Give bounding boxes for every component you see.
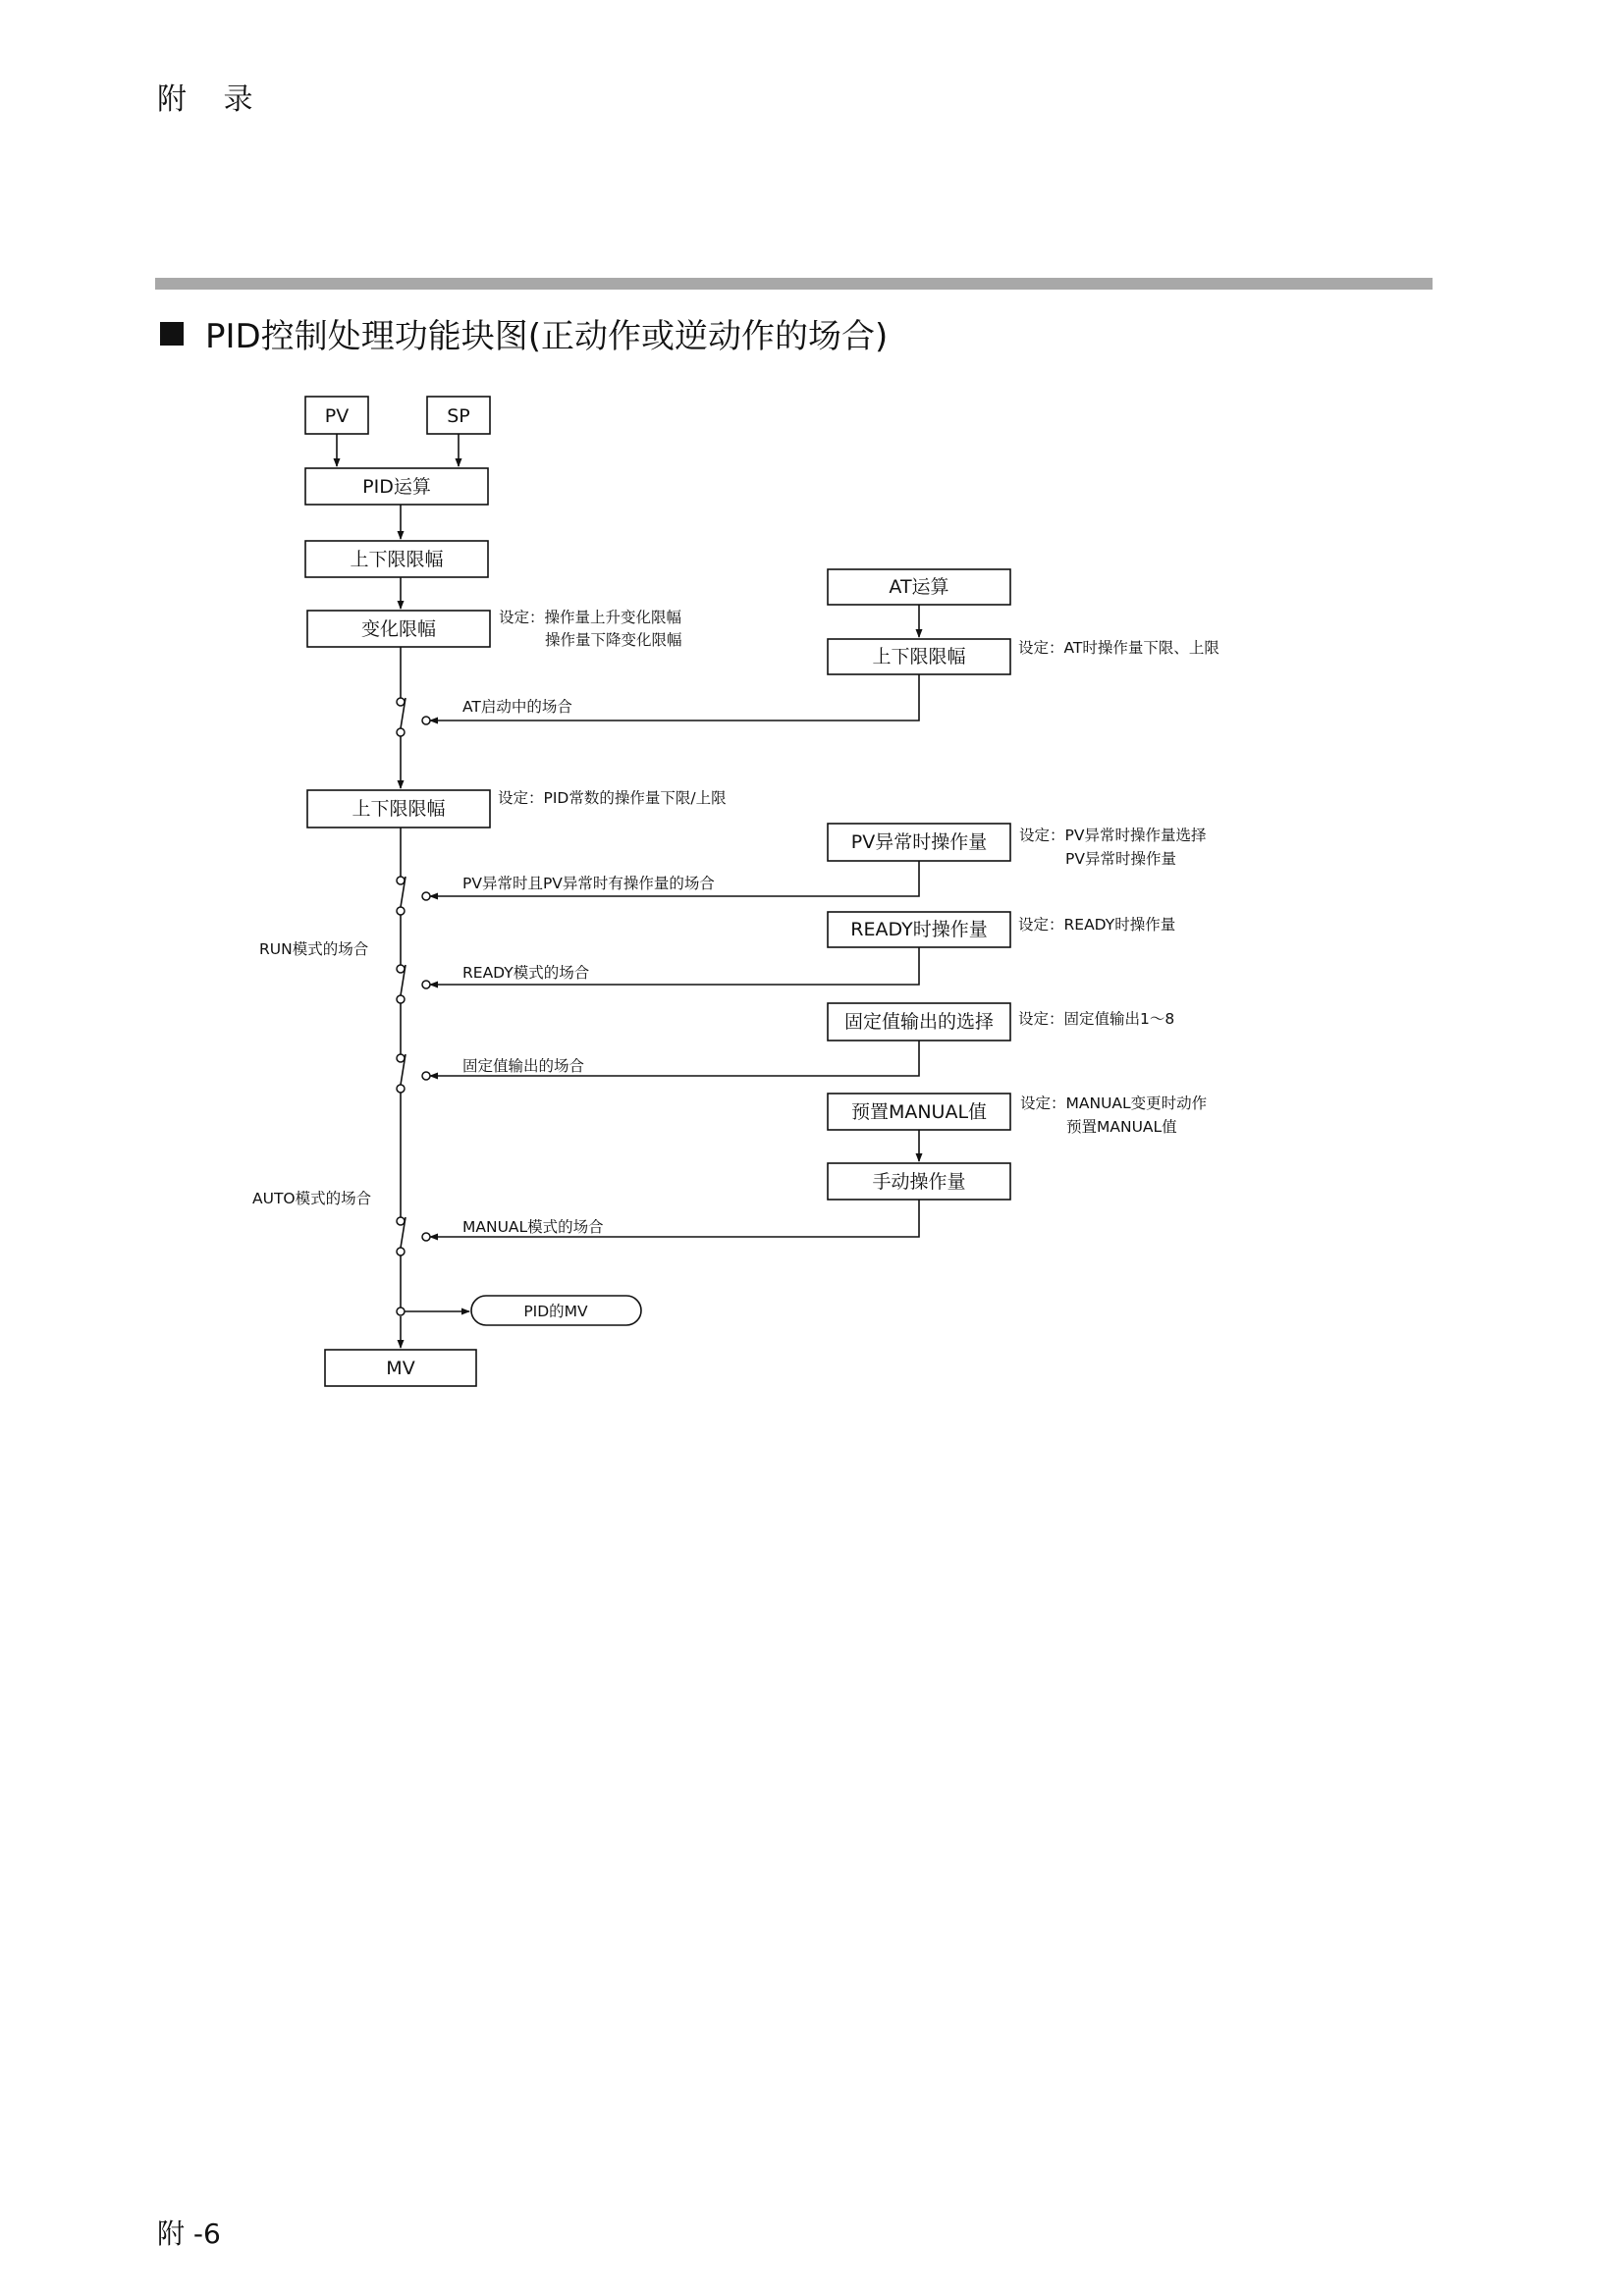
pv-abnormal-mv-block <box>828 824 1010 861</box>
auto-mode-label: AUTO模式的场合 <box>252 1190 372 1207</box>
fixed-output-select-label: 固定值输出的选择 <box>843 1011 995 1033</box>
switch-pv-abnormal <box>397 877 430 915</box>
junction-node <box>397 1308 405 1315</box>
switch-fixed-output <box>397 1054 430 1093</box>
at-calc-label: AT运算 <box>889 576 949 598</box>
fixed-note: 设定：固定值输出1～8 <box>1018 1010 1175 1028</box>
pid-mv-block <box>471 1296 641 1325</box>
limit2-block <box>307 790 490 828</box>
preset-manual-label: 预置MANUAL值 <box>850 1101 988 1123</box>
pv-abnormal-note-2: PV异常时操作量 <box>1065 850 1176 868</box>
pid-calc-label: PID运算 <box>362 476 431 498</box>
limit1-label: 上下限限幅 <box>350 549 444 570</box>
ready-mode-label: READY模式的场合 <box>462 964 590 982</box>
limit2-note: 设定：PID常数的操作量下限/上限 <box>498 789 727 807</box>
rate-limit-note-2: 操作量下降变化限幅 <box>545 631 682 649</box>
ready-mv-block <box>828 912 1010 947</box>
fixed-output-condition-label: 固定值输出的场合 <box>462 1057 585 1075</box>
at-limit-block <box>828 639 1010 674</box>
sp-label: SP <box>447 405 470 427</box>
at-limit-label: 上下限限幅 <box>872 646 966 667</box>
at-limit-note: 设定：AT时操作量下限、上限 <box>1018 639 1219 657</box>
pv-abnormal-note-1: 设定：PV异常时操作量选择 <box>1019 827 1207 844</box>
page-header: 附 录 <box>157 82 267 117</box>
preset-manual-block <box>828 1094 1010 1130</box>
sp-block <box>427 397 490 434</box>
pv-block <box>305 397 368 434</box>
pv-abnormal-condition-label: PV异常时且PV异常时有操作量的场合 <box>462 875 715 892</box>
limit2-label: 上下限限幅 <box>352 798 446 820</box>
page-number: 附 -6 <box>157 2217 221 2250</box>
mv-label: MV <box>386 1358 415 1379</box>
pv-label: PV <box>324 405 350 427</box>
rate-limit-note-1: 设定：操作量上升变化限幅 <box>499 609 682 626</box>
limit1-block <box>305 541 488 577</box>
rate-limit-label: 变化限幅 <box>360 618 437 640</box>
at-active-label: AT启动中的场合 <box>462 698 572 716</box>
ready-mv-label: READY时操作量 <box>850 919 988 940</box>
pid-calc-block <box>305 468 488 505</box>
pid-mv-label: PID的MV <box>523 1303 588 1320</box>
switch-ready <box>397 965 430 1003</box>
manual-mode-label: MANUAL模式的场合 <box>462 1218 604 1236</box>
manual-mv-label: 手动操作量 <box>872 1171 966 1193</box>
switch-at <box>397 698 430 736</box>
section-title-text: PID控制处理功能块图(正动作或逆动作的场合) <box>205 317 889 356</box>
ready-note: 设定：READY时操作量 <box>1018 916 1176 934</box>
switch-manual <box>397 1217 430 1255</box>
run-mode-label: RUN模式的场合 <box>259 940 369 958</box>
at-calc-block <box>828 569 1010 605</box>
rate-limit-block <box>307 611 490 647</box>
mv-block <box>325 1350 476 1386</box>
manual-mv-block <box>828 1163 1010 1200</box>
pv-abnormal-mv-label: PV异常时操作量 <box>850 831 988 853</box>
preset-note-1: 设定：MANUAL变更时动作 <box>1020 1095 1208 1112</box>
fixed-output-select-block <box>828 1003 1010 1041</box>
preset-note-2: 预置MANUAL值 <box>1066 1118 1177 1136</box>
